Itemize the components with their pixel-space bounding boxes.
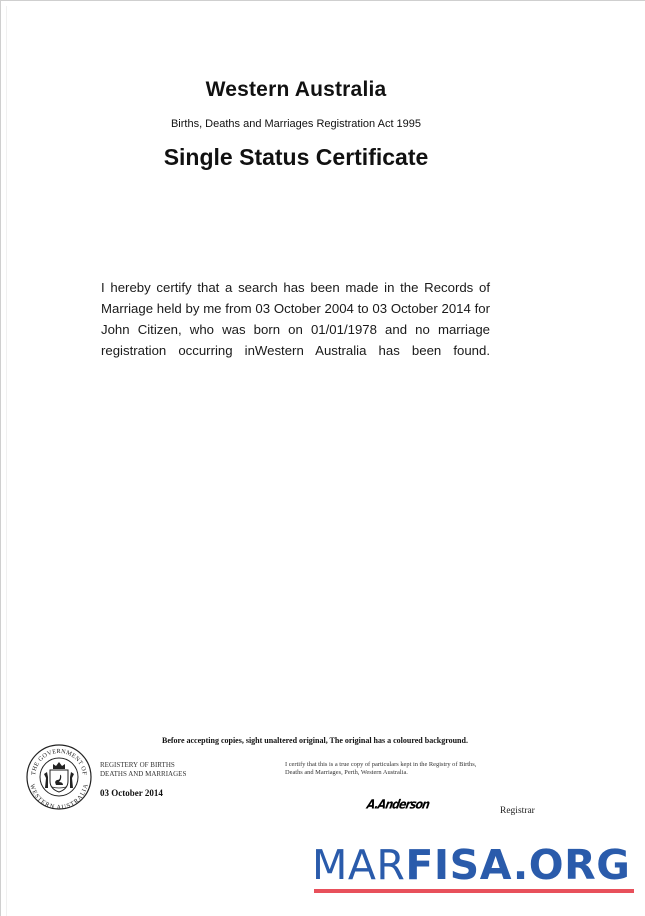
statement-line: registration occurring inWestern Australia has been found.: [101, 343, 490, 358]
registry-name-line: REGISTERY OF BIRTHS: [100, 761, 175, 769]
true-copy-statement: [285, 761, 525, 777]
statement-line: Marriage held by me from 03 October 2004 to 03 October 2014 for: [101, 301, 490, 316]
svg-text:THE GOVERNMENT OF: THE GOVERNMENT OF: [30, 747, 88, 776]
certification-statement: [101, 277, 490, 361]
true-copy-line: Deaths and Marriages, Perth, Western Australia.: [285, 769, 408, 776]
true-copy-line: I certify that this is a true copy of particulars kept in the Registry of Births,: [285, 761, 477, 768]
government-seal-icon: [26, 744, 92, 810]
watermark-underline: [314, 889, 634, 893]
marfisa-watermark: [312, 841, 634, 894]
registry-name-line: DEATHS AND MARRIAGES: [100, 770, 187, 778]
statement-line: I hereby certify that a search has been made in the Records of: [101, 280, 490, 295]
svg-text:WESTERN AUSTRALIA: WESTERN AUSTRALIA: [28, 783, 90, 810]
certificate-title: Single Status Certificate: [163, 144, 429, 170]
page-edge-line: [6, 6, 7, 916]
watermark-text: [312, 841, 634, 889]
registry-name: [100, 761, 186, 779]
act-subtitle: Births, Deaths and Marriages Registration Act 1995: [170, 118, 422, 130]
registrar-label: Registrar: [500, 806, 535, 816]
statement-line: John Citizen, who was born on 01/01/1978 and no marriage: [101, 322, 490, 337]
watermark-text-light: MAR: [312, 841, 406, 889]
authenticity-warning: Before accepting copies, sight unaltered original, The original has a coloured background.: [162, 736, 468, 745]
issue-date: 03 October 2014: [100, 788, 163, 798]
state-title: Western Australia: [205, 78, 387, 101]
registrar-signature: A.Anderson: [365, 797, 431, 812]
watermark-text-bold: FISA.ORG: [405, 841, 631, 889]
